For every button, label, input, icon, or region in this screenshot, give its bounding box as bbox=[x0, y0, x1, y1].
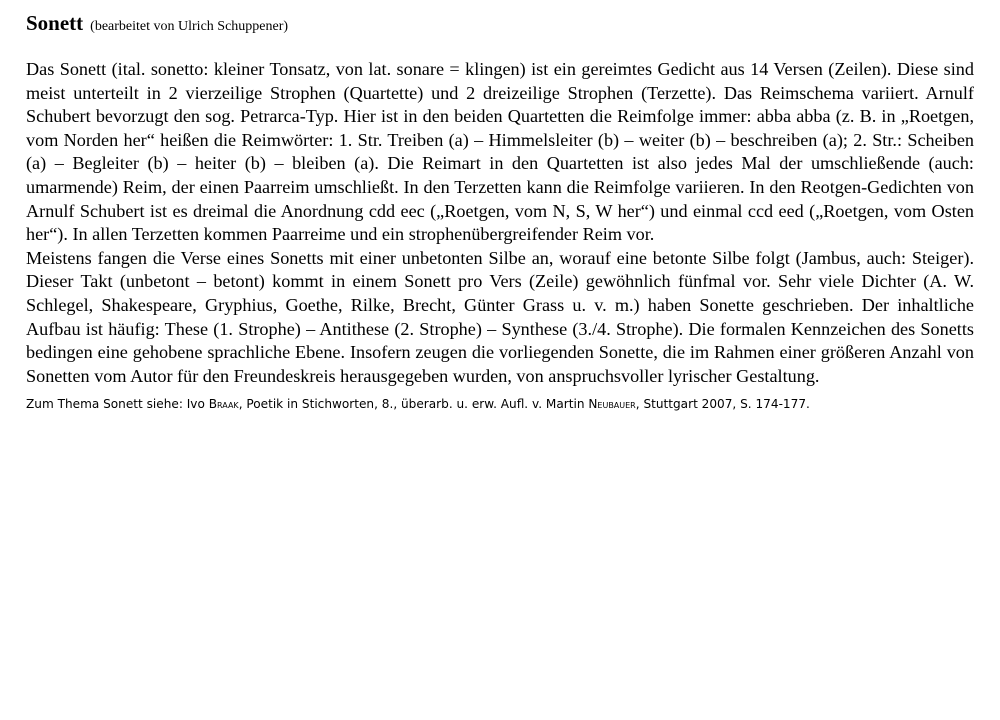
footnote-middle: , Poetik in Stichworten, 8., überarb. u. erw. Aufl. v. Martin bbox=[238, 397, 585, 412]
footnote-suffix: , Stuttgart 2007, S. 174-177. bbox=[635, 397, 810, 412]
title-line bbox=[26, 10, 974, 40]
document-title: Sonett bbox=[26, 11, 84, 35]
document-subtitle: (bearbeitet von Ulrich Schuppener) bbox=[90, 19, 289, 34]
footnote-author1-surname: Braak bbox=[208, 397, 239, 412]
footnote-reference bbox=[26, 392, 974, 417]
footnote-author2-surname: Neubauer bbox=[588, 397, 636, 412]
footnote-prefix: Zum Thema Sonett siehe: Ivo bbox=[26, 397, 205, 412]
document-page bbox=[26, 10, 974, 417]
paragraph-rhyme-scheme: Das Sonett (ital. sonetto: kleiner Tonsatz, von lat. sonare = klingen) ist ein gereimtes Gedicht aus 14 Versen (Zeilen). Diese sind meist unterteilt in 2 vierzeilige Strophen (Quartette) und 2 dreizeilige Strophen (Terzette). Das Reimschema variiert. Arnulf Schubert bevorzugt den sog. Petrarca-Typ. Hier ist in den beiden Quartetten die Reimfolge immer: abba abba (z. B. in „Roetgen, vom Norden her“ heißen die Reimwörter: 1. Str. Treiben (a) – Himmelsleiter (b) – weiter (b) – beschreiben (a); 2. Str.: Scheiben (a) – Begleiter (b) – heiter (b) – bleiben (a). Die Reimart in den Quartetten ist also jedes Mal der umschließende (auch: umarmende) Reim, der einen Paarreim umschließt. In den Terzetten kann die Reimfolge variieren. In den Reotgen-Gedichten von Arnulf Schubert ist es dreimal die Anordnung cdd eec („Roetgen, vom N, S, W her“) und einmal ccd eed („Roetgen, vom Osten her“). In allen Terzetten kommen Paarreime und ein strophenübergreifender Reim vor. bbox=[26, 59, 974, 245]
paragraph-meter: Meistens fangen die Verse eines Sonetts mit einer unbetonten Silbe an, worauf eine betonte Silbe folgt (Jambus, auch: Steiger). Dieser Takt (unbetont – betont) kommt in einem Sonett pro Vers (Zeile) gewöhnlich fünfmal vor. Sehr viele Dichter (A. W. Schlegel, Shakespeare, Gryphius, Goethe, Rilke, Brecht, Günter Grass u. v. m.) haben Sonette geschrieben. Der inhaltliche Aufbau ist häufig: These (1. Strophe) – Antithese (2. Strophe) – Synthese (3./4. Strophe). Die formalen Kennzeichen des Sonetts bedingen eine gehobene sprachliche Ebene. Insofern zeugen die vorliegenden Sonette, die im Rahmen einer größeren Anzahl von Sonetten vom Autor für den Freundeskreis herausgegeben wurden, von anspruchsvoller lyrischer Gestaltung. bbox=[26, 247, 974, 386]
